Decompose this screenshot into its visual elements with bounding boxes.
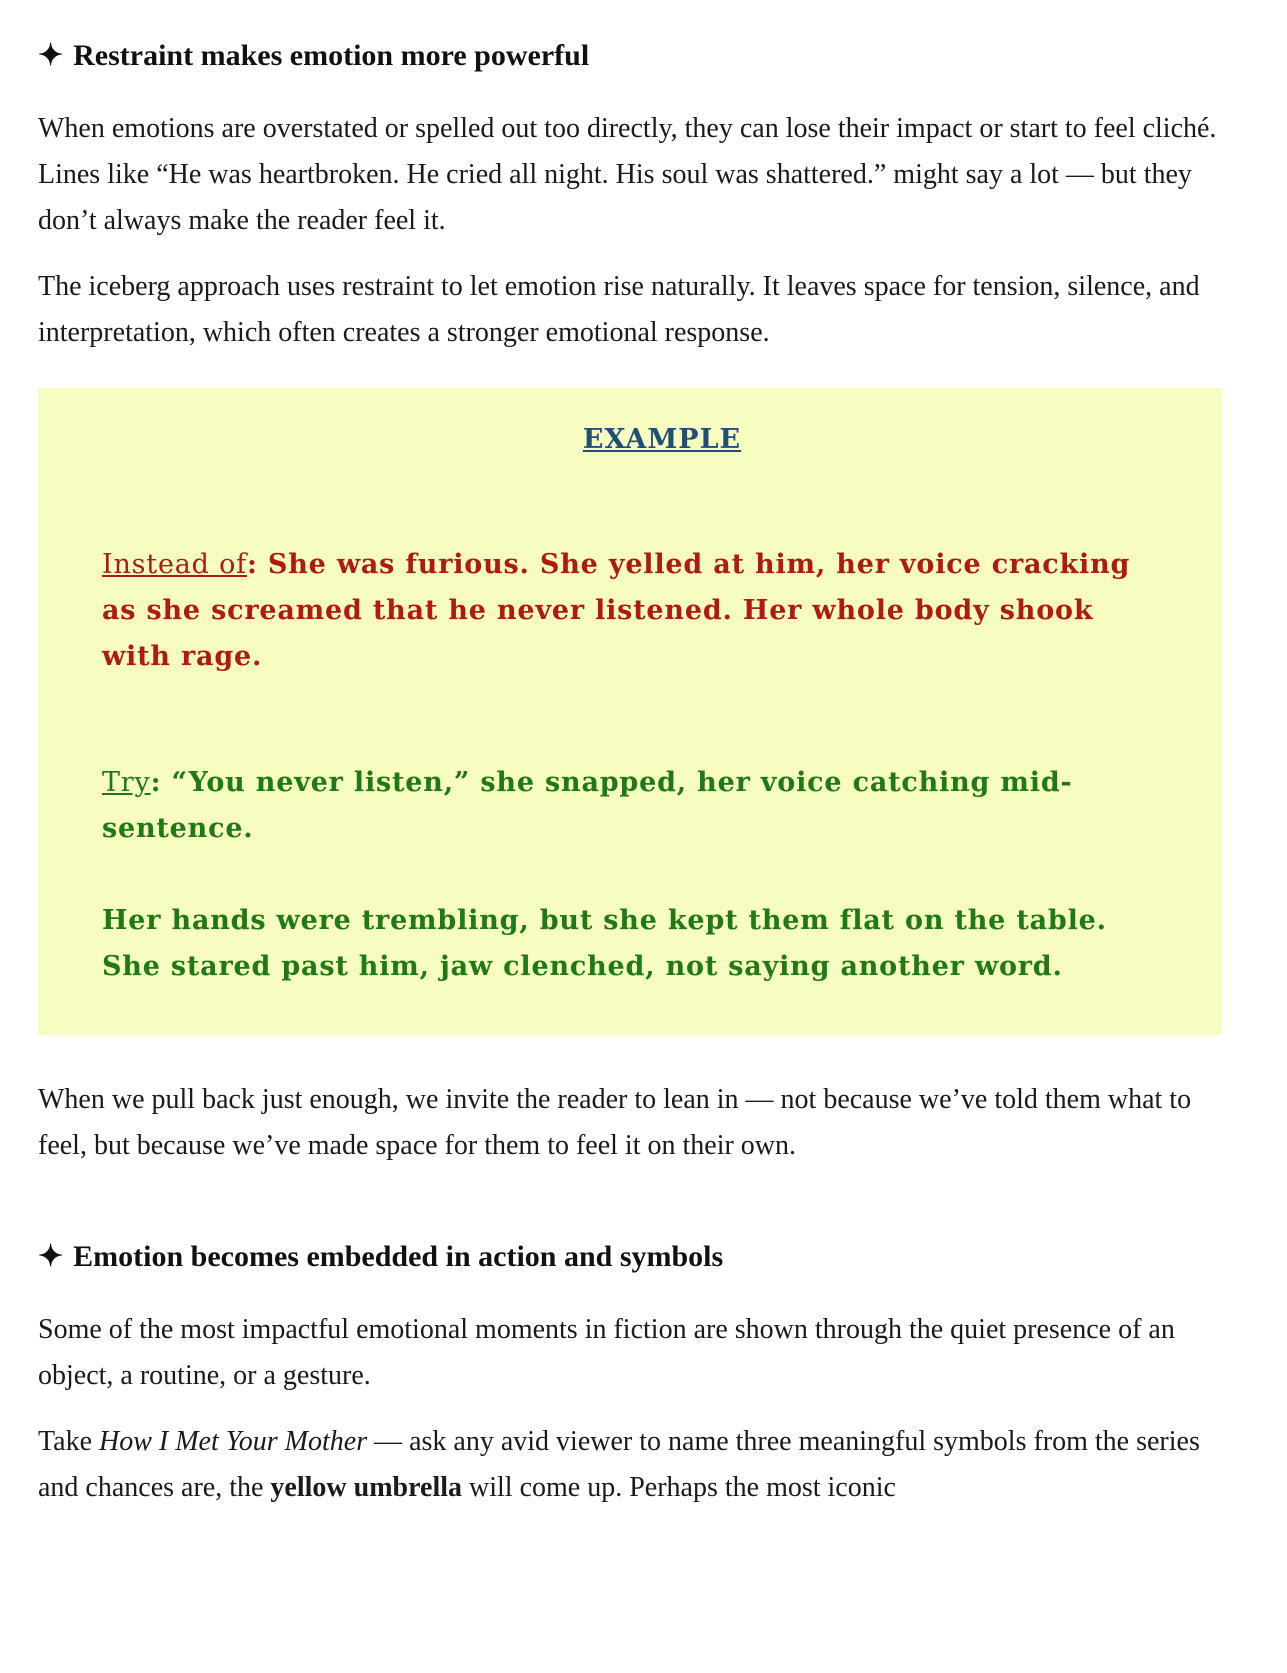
example-title: EXAMPLE <box>582 424 742 455</box>
instead-text: : She was furious. She yelled at him, her voice cracking as she screamed that he never listened. Her whole body shook with rage. <box>102 549 1131 672</box>
example-try <box>102 760 1162 852</box>
paragraph-himym <box>38 1419 1228 1511</box>
himym-text-post: will come up. Perhaps the most iconic <box>462 1472 896 1503</box>
try-text: : “You never listen,” she snapped, her voice catching mid-sentence. <box>102 767 1073 844</box>
paragraph-iceberg: The iceberg approach uses restraint to let emotion rise naturally. It leaves space for tension, silence, and interpretation, which often creates a stronger emotional response. <box>38 271 1200 348</box>
paragraph-overstated: When emotions are overstated or spelled out too directly, they can lose their impact or start to feel cliché. Lines like “He was heartbroken. He cried all night. His soul was shattered.” might say a lot — but they don’t always make the reader feel it. <box>38 113 1217 236</box>
sparkle-icon: ✦ <box>38 1240 64 1273</box>
yellow-umbrella-highlight: yellow umbrella <box>270 1472 463 1503</box>
example-instead <box>102 542 1162 680</box>
himym-text-pre: Take <box>38 1426 100 1457</box>
example-try-continued: Her hands were trembling, but she kept them flat on the table. She stared past him, jaw clenched, not saying another word. <box>102 905 1107 982</box>
example-box <box>38 388 1222 1035</box>
paragraph-impactful-moments: Some of the most impactful emotional moments in fiction are shown through the quiet presence of an object, a routine, or a gesture. <box>38 1314 1175 1391</box>
paragraph-pull-back: When we pull back just enough, we invite the reader to lean in — not because we’ve told them what to feel, but because we’ve made space for them to feel it on their own. <box>38 1084 1192 1161</box>
sparkle-icon: ✦ <box>38 39 64 72</box>
himym-text-mid: — ask any avid viewer to name three meaningful symbols from the series and chances are, the <box>38 1426 1200 1503</box>
instead-label: Instead of <box>102 549 247 580</box>
section-heading-symbols <box>38 1237 1200 1277</box>
show-title: How I Met Your Mother <box>99 1426 368 1457</box>
try-label: Try <box>102 767 151 798</box>
section-heading-text: Restraint makes emotion more powerful <box>73 39 590 72</box>
section-heading-text: Emotion becomes embedded in action and symbols <box>73 1240 724 1273</box>
section-heading-restraint <box>38 0 1200 76</box>
